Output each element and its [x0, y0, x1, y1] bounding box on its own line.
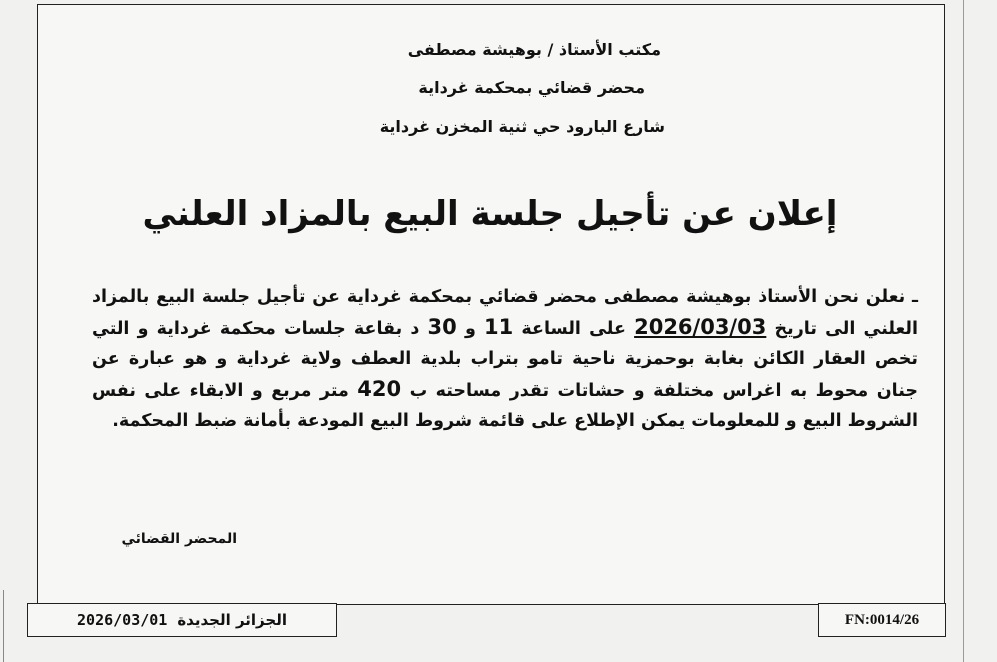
body-text-segment: د بقاعة جلسات محكمة غرداية و التي تخص العقار الكائن بغابة بوحمزية ناحية تامو بتراب بلدية العطف ولاية غرداية و هو عبارة عن جنان محوط به اغراس مختلفة و حشاتات تقدر مساحته ب	[92, 319, 918, 401]
notice-title: إعلان عن تأجيل جلسة البيع بالمزاد العلني	[142, 194, 838, 234]
office-name: مكتب الأستاذ / بوهيشة مصطفى	[407, 40, 661, 59]
office-address: شارع البارود حي ثنية المخزن غرداية	[379, 117, 665, 136]
body-text-segment: على الساعة	[513, 319, 635, 339]
file-number-box	[818, 603, 946, 637]
auction-date: 2026/03/03	[634, 315, 767, 339]
body-text-segment: متر مربع و الابقاء على نفس الشروط البيع و للمعلومات يمكن الإطلاع على قائمة شروط البيع المودعة بأمانة ضبط المحكمة.	[92, 381, 918, 431]
publication-name: الجزائر الجديدة	[177, 611, 287, 629]
publication-box	[27, 603, 337, 637]
office-role: محضر قضائي بمحكمة غرداية	[418, 78, 645, 97]
body-text-segment: و	[456, 319, 484, 339]
property-area: 420	[357, 377, 402, 401]
scan-margin-line	[3, 590, 4, 662]
auction-minutes: 30	[427, 315, 457, 339]
body-text-segment: ـ نعلن نحن الأستاذ بوهيشة مصطفى محضر قضائي بمحكمة غرداية عن تأجيل جلسة البيع بالمزاد العلني الى تاريخ	[92, 287, 918, 339]
auction-hour: 11	[484, 315, 514, 339]
file-number: FN:0014/26	[844, 611, 920, 628]
signature-label: المحضر القضائي	[121, 531, 237, 547]
publication-date: 2026/03/01	[77, 611, 168, 629]
scan-margin-line	[963, 0, 964, 662]
notice-body	[92, 282, 918, 436]
